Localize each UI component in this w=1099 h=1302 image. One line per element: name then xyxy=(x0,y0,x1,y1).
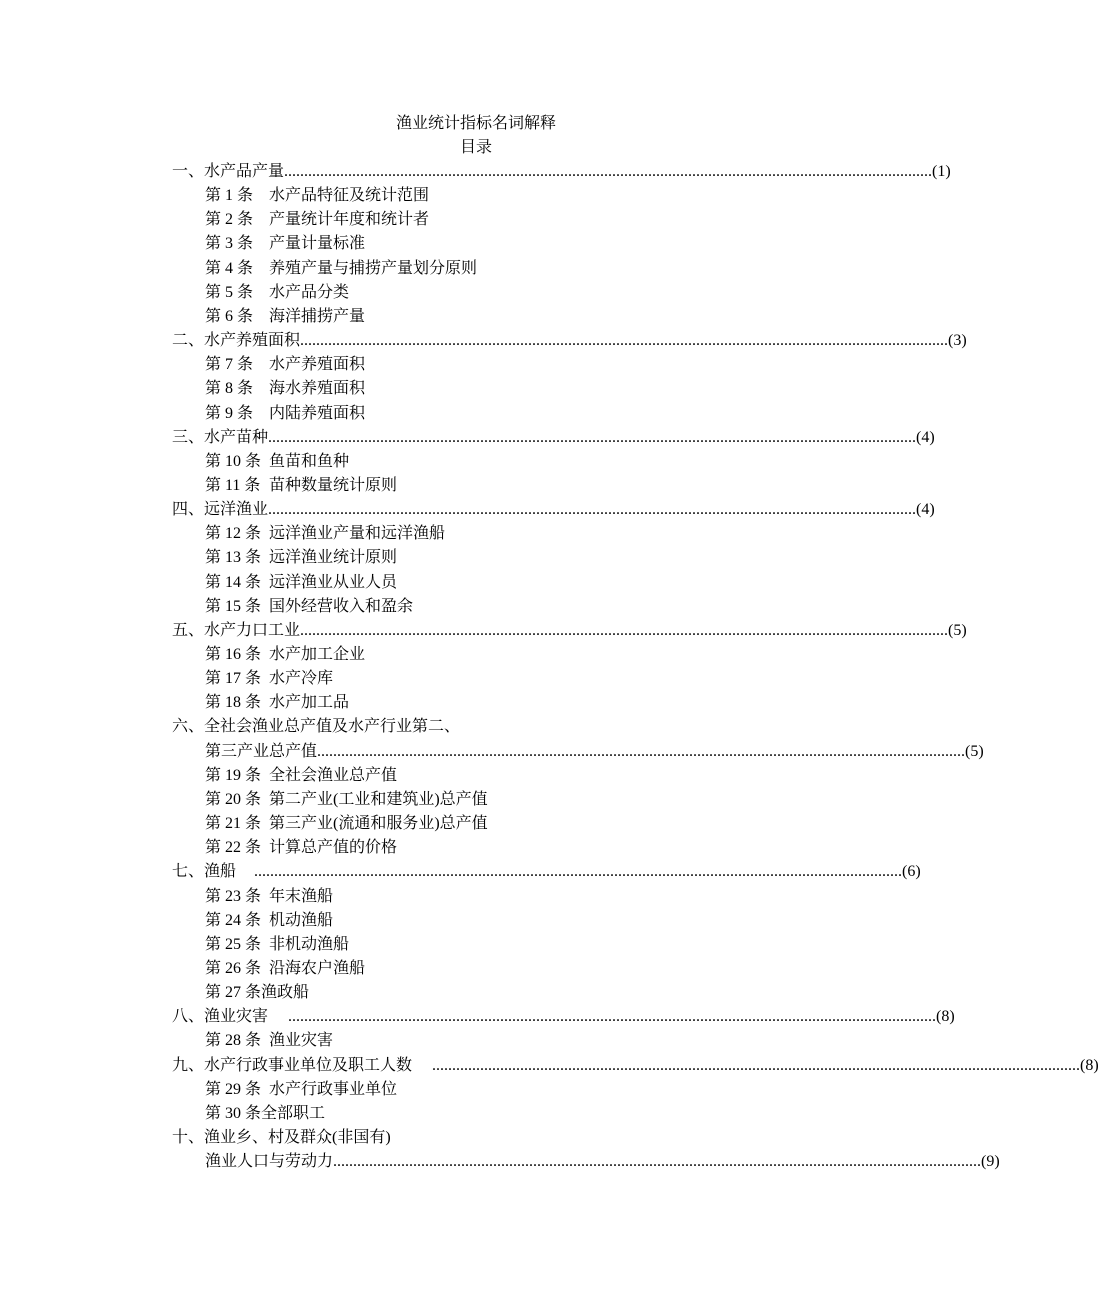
page-number: (4) xyxy=(916,501,935,519)
toc-entry[interactable] xyxy=(205,597,413,617)
entry-title: 二、水产养殖面积 xyxy=(172,332,301,350)
toc-entry[interactable] xyxy=(205,548,397,568)
entry-title: 水产品分类 xyxy=(269,283,350,301)
article-number: 第 7 条 xyxy=(205,356,254,374)
entry-title: 产量计量标准 xyxy=(269,235,366,253)
article-number: 第 21 条 xyxy=(205,815,262,833)
page-number: (6) xyxy=(902,863,921,881)
dot-leader: .................................................................................................................................................................. xyxy=(432,1056,1081,1074)
entry-title: 第 27 条渔政船 xyxy=(205,984,310,1002)
entry-title: 十、渔业乡、村及群众(非国有) xyxy=(172,1129,391,1146)
dot-leader: .................................................................................................................................................................. xyxy=(317,742,966,760)
toc-entry[interactable] xyxy=(205,186,429,206)
entry-title: 沿海农户渔船 xyxy=(269,959,366,977)
toc-entry[interactable] xyxy=(205,379,365,399)
entry-title: 内陆养殖面积 xyxy=(269,404,366,422)
dot-leader: .................................................................................................................................................................. xyxy=(268,428,917,446)
article-number: 第 22 条 xyxy=(205,839,262,857)
toc-entry[interactable] xyxy=(205,476,397,496)
entry-title: 海洋捕捞产量 xyxy=(269,307,366,325)
entry-title: 水产加工企业 xyxy=(269,646,366,663)
entry-title: 远洋渔业产量和远洋渔船 xyxy=(269,525,446,543)
toc-entry[interactable] xyxy=(205,452,349,472)
entry-title: 水产养殖面积 xyxy=(269,356,366,374)
article-number: 第 26 条 xyxy=(205,959,262,977)
toc-entry[interactable] xyxy=(205,935,349,955)
toc-entry[interactable] xyxy=(205,669,333,689)
article-number: 第 10 条 xyxy=(205,452,262,470)
page-number: (5) xyxy=(965,742,984,760)
entry-title: 水产加工品 xyxy=(269,694,350,712)
toc-section[interactable] xyxy=(172,500,935,520)
document-title: 渔业统计指标名词解释 xyxy=(395,115,556,132)
dot-leader: .................................................................................................................................................................. xyxy=(300,621,949,639)
entry-title: 计算总产值的价格 xyxy=(269,839,398,857)
entry-title: 七、渔船 xyxy=(172,863,237,881)
page-number: (9) xyxy=(981,1153,1000,1171)
toc-section[interactable] xyxy=(172,621,967,641)
entry-title: 产量统计年度和统计者 xyxy=(269,211,430,229)
entry-title: 第三产业(流通和服务业)总产值 xyxy=(269,815,488,833)
article-number: 第 2 条 xyxy=(205,211,254,229)
toc-section[interactable] xyxy=(172,428,935,448)
toc-section[interactable] xyxy=(172,1056,1099,1076)
toc-entry[interactable] xyxy=(205,573,397,593)
entry-title: 苗种数量统计原则 xyxy=(269,476,398,494)
page-number: (3) xyxy=(948,332,967,350)
toc-section[interactable] xyxy=(172,1007,955,1027)
dot-leader: .................................................................................................................................................................. xyxy=(333,1153,982,1171)
entry-title: 六、全社会渔业总产值及水产行业第二、 xyxy=(172,718,461,736)
article-number: 第 12 条 xyxy=(205,525,262,543)
toc-entry[interactable] xyxy=(205,693,349,713)
toc-entry[interactable] xyxy=(205,404,365,424)
entry-title: 五、水产力口工业 xyxy=(172,621,301,639)
entry-title: 八、渔业灾害 xyxy=(172,1008,269,1026)
entry-title: 第二产业(工业和建筑业)总产值 xyxy=(269,790,488,808)
toc-entry[interactable] xyxy=(205,645,365,665)
entry-title: 第 30 条全部职工 xyxy=(205,1104,326,1122)
entry-title: 第三产业总产值 xyxy=(205,742,318,760)
entry-title: 年末渔船 xyxy=(269,887,334,905)
page-number: (8) xyxy=(1080,1056,1099,1074)
article-number: 第 24 条 xyxy=(205,911,262,929)
page-number: (5) xyxy=(948,621,967,639)
article-number: 第 28 条 xyxy=(205,1032,262,1050)
toc-entry[interactable] xyxy=(205,1031,333,1051)
article-number: 第 23 条 xyxy=(205,887,262,905)
dot-leader: .................................................................................................................................................................. xyxy=(288,1008,937,1026)
toc-entry[interactable] xyxy=(205,1080,397,1100)
article-number: 第 1 条 xyxy=(205,187,254,205)
entry-title: 鱼苗和鱼种 xyxy=(269,452,350,470)
toc-section[interactable] xyxy=(172,1128,391,1148)
toc-entry[interactable] xyxy=(205,307,365,327)
toc-section[interactable] xyxy=(172,717,460,737)
toc-section[interactable] xyxy=(172,862,921,882)
article-number: 第 13 条 xyxy=(205,549,262,567)
toc-entry[interactable] xyxy=(205,283,349,303)
toc-section[interactable] xyxy=(172,331,967,351)
toc-entry[interactable] xyxy=(205,1104,325,1124)
entry-title: 九、水产行政事业单位及职工人数 xyxy=(172,1056,413,1074)
article-number: 第 5 条 xyxy=(205,283,254,301)
toc-entry[interactable] xyxy=(205,1152,1000,1172)
entry-title: 机动渔船 xyxy=(269,911,334,929)
page-number: (8) xyxy=(936,1008,955,1026)
toc-heading: 目录 xyxy=(459,139,492,156)
dot-leader: .................................................................................................................................................................. xyxy=(268,501,917,519)
toc-entry[interactable] xyxy=(205,742,984,762)
toc-entry[interactable] xyxy=(205,524,445,544)
toc-section[interactable] xyxy=(172,162,951,182)
entry-title: 养殖产量与捕捞产量划分原则 xyxy=(269,259,478,277)
toc-entry[interactable] xyxy=(205,959,365,979)
entry-title: 非机动渔船 xyxy=(269,935,350,953)
entry-title: 远洋渔业从业人员 xyxy=(269,573,398,591)
page-number: (1) xyxy=(932,163,951,180)
article-number: 第 14 条 xyxy=(205,573,262,591)
entry-title: 渔业灾害 xyxy=(269,1032,334,1050)
entry-title: 水产行政事业单位 xyxy=(269,1080,398,1098)
article-number: 第 6 条 xyxy=(205,307,254,325)
article-number: 第 8 条 xyxy=(205,380,254,398)
article-number: 第 3 条 xyxy=(205,235,254,253)
article-number: 第 15 条 xyxy=(205,597,262,615)
article-number: 第 25 条 xyxy=(205,935,262,953)
entry-title: 全社会渔业总产值 xyxy=(269,766,398,784)
toc-entry[interactable] xyxy=(205,234,365,254)
dot-leader: .................................................................................................................................................................. xyxy=(284,163,933,180)
dot-leader: .................................................................................................................................................................. xyxy=(300,332,949,350)
entry-title: 三、水产苗种 xyxy=(172,428,269,446)
toc-entry[interactable] xyxy=(205,210,429,230)
article-number: 第 9 条 xyxy=(205,404,254,422)
entry-title: 一、水产品产量 xyxy=(172,163,285,180)
article-number: 第 19 条 xyxy=(205,766,262,784)
entry-title: 国外经营收入和盈余 xyxy=(269,597,414,615)
toc-entry[interactable] xyxy=(205,814,488,834)
article-number: 第 11 条 xyxy=(205,476,261,494)
toc-entry[interactable] xyxy=(205,259,477,279)
article-number: 第 17 条 xyxy=(205,670,262,688)
article-number: 第 20 条 xyxy=(205,790,262,808)
article-number: 第 16 条 xyxy=(205,646,262,663)
article-number: 第 4 条 xyxy=(205,259,254,277)
toc-entry[interactable] xyxy=(205,838,397,858)
entry-title: 四、远洋渔业 xyxy=(172,501,269,519)
entry-title: 水产品特征及统计范围 xyxy=(269,187,430,205)
toc-entry[interactable] xyxy=(205,983,309,1003)
dot-leader: .................................................................................................................................................................. xyxy=(254,863,903,881)
article-number: 第 18 条 xyxy=(205,694,262,712)
article-number: 第 29 条 xyxy=(205,1080,262,1098)
toc-entry[interactable] xyxy=(205,355,365,375)
entry-title: 远洋渔业统计原则 xyxy=(269,549,398,567)
toc-entry[interactable] xyxy=(205,911,333,931)
entry-title: 渔业人口与劳动力 xyxy=(205,1153,334,1171)
toc-entry[interactable] xyxy=(205,790,488,810)
toc-entry[interactable] xyxy=(205,766,397,786)
entry-title: 水产冷库 xyxy=(269,670,334,688)
toc-entry[interactable] xyxy=(205,887,333,907)
entry-title: 海水养殖面积 xyxy=(269,380,366,398)
page-number: (4) xyxy=(916,428,935,446)
